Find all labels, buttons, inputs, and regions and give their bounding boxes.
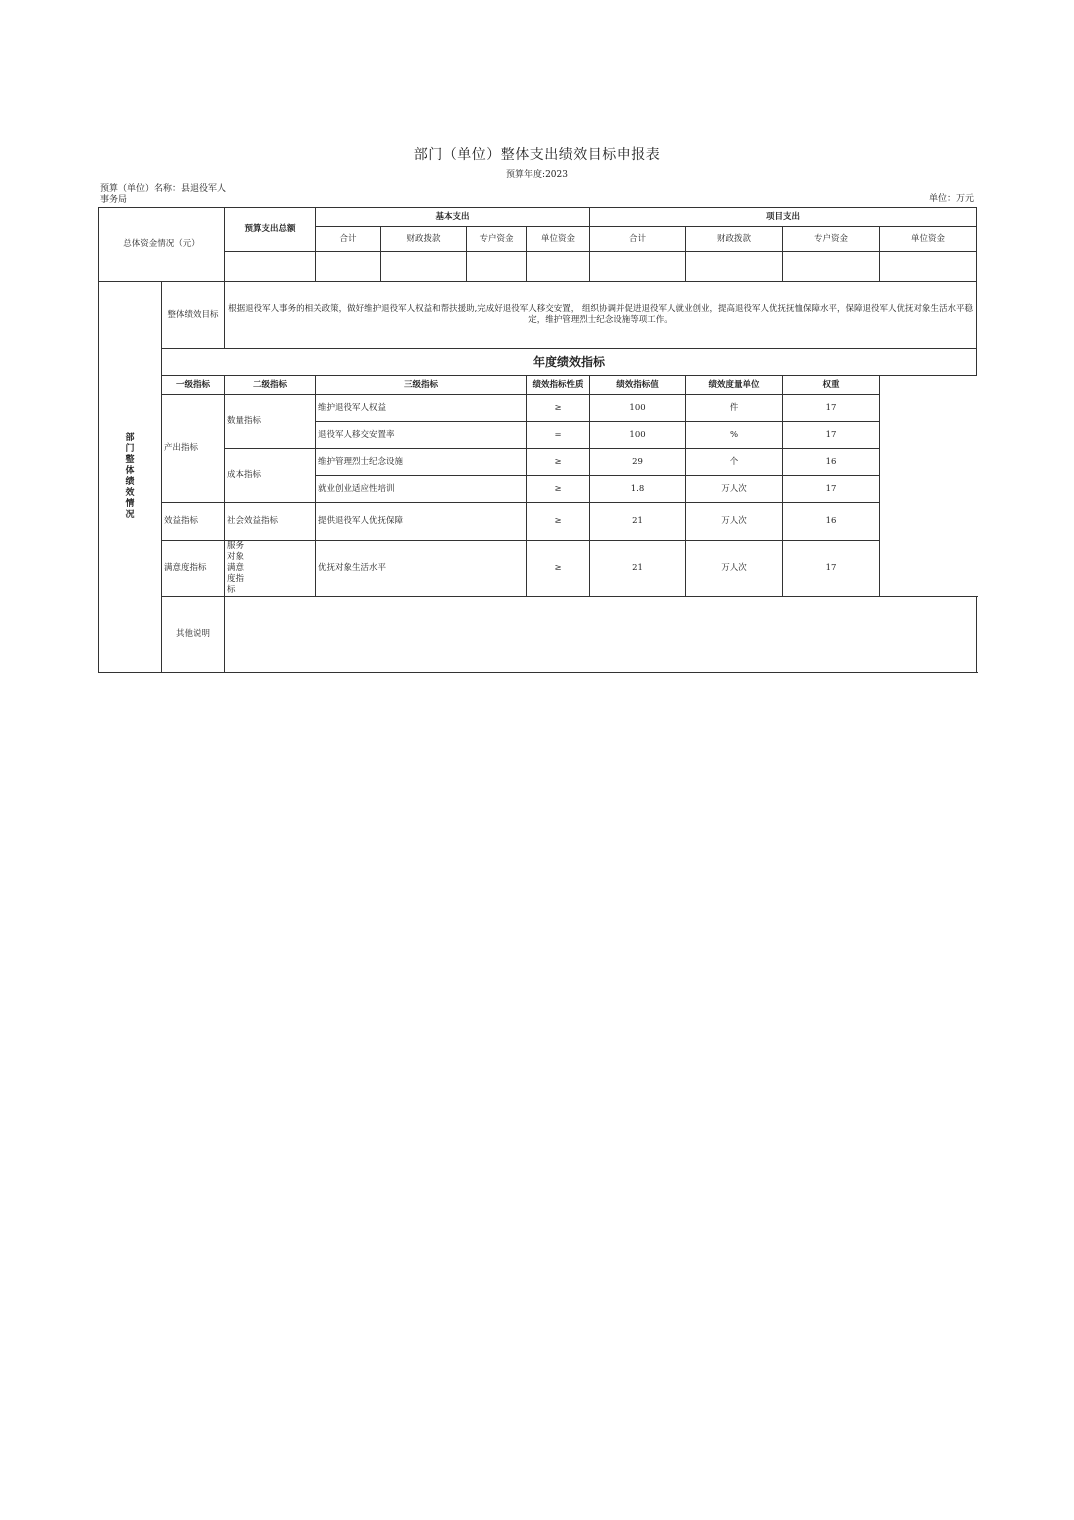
other-content — [225, 597, 977, 673]
table-row — [99, 395, 977, 422]
basic-total-head: 合计 — [316, 227, 381, 252]
col-level3: 三级指标 — [316, 376, 527, 395]
level3-cell: 维护管理烈士纪念设施 — [316, 449, 527, 476]
level2-cell: 社会效益指标 — [225, 503, 316, 541]
nature-cell: = — [527, 422, 590, 449]
nature-cell: ≥ — [527, 476, 590, 503]
level2-cell: 服务对象满意度指标 — [225, 541, 316, 597]
side-char: 部 — [125, 433, 135, 443]
weight-cell: 17 — [783, 541, 880, 597]
col-level2: 二级指标 — [225, 376, 316, 395]
level3-cell: 就业创业适应性培训 — [316, 476, 527, 503]
value-cell: 21 — [590, 503, 686, 541]
basic-unit-value — [527, 252, 590, 282]
goal-text: 根据退役军人事务的相关政策，做好维护退役军人权益和帮扶援助,完成好退役军人移交安置， 组织协调并促进退役军人就业创业，提高退役军人优抚抚恤保障水平，保障退役军人优抚对象生活水平稳定，维护管理烈士纪念设施等项工作。 — [225, 282, 977, 349]
level1-cell: 效益指标 — [162, 503, 225, 541]
goal-label: 整体绩效目标 — [162, 282, 225, 349]
col-level1: 一级指标 — [162, 376, 225, 395]
table-row — [99, 503, 977, 541]
project-fiscal-head: 财政拨款 — [686, 227, 783, 252]
unit-cell: 万人次 — [686, 541, 783, 597]
org-name: 预算（单位）名称：县退役军人事务局 — [100, 184, 227, 205]
performance-side-label — [99, 282, 162, 673]
table-row — [99, 449, 977, 476]
side-char: 况 — [125, 510, 135, 520]
basic-total-value — [316, 252, 381, 282]
basic-special-head: 专户资金 — [467, 227, 527, 252]
side-char: 效 — [125, 488, 135, 498]
level2-cell: 数量指标 — [225, 395, 316, 449]
project-unit-value — [880, 252, 977, 282]
budget-year: 预算年度:2023 — [506, 170, 568, 180]
side-char: 门 — [125, 444, 135, 454]
basic-fiscal-head: 财政拨款 — [381, 227, 467, 252]
annual-indicators-title: 年度绩效指标 — [162, 349, 977, 376]
level1-cell: 满意度指标 — [162, 541, 225, 597]
weight-cell: 17 — [783, 395, 880, 422]
weight-cell: 16 — [783, 449, 880, 476]
table-row — [99, 541, 977, 597]
side-char: 体 — [125, 466, 135, 476]
project-special-value — [783, 252, 880, 282]
col-value: 绩效指标值 — [590, 376, 686, 395]
basic-special-value — [467, 252, 527, 282]
project-total-head: 合计 — [590, 227, 686, 252]
value-cell: 100 — [590, 395, 686, 422]
project-expense-header: 项目支出 — [590, 208, 977, 227]
performance-table — [98, 207, 977, 673]
nature-cell: ≥ — [527, 449, 590, 476]
level2-cell: 成本指标 — [225, 449, 316, 503]
side-char: 情 — [125, 499, 135, 509]
basic-fiscal-value — [381, 252, 467, 282]
page-title: 部门（单位）整体支出绩效目标申报表 — [413, 147, 661, 163]
total-budget-header: 预算支出总额 — [225, 208, 316, 252]
unit-cell: 个 — [686, 449, 783, 476]
total-budget-value — [225, 252, 316, 282]
unit-cell: 万人次 — [686, 476, 783, 503]
other-label: 其他说明 — [162, 597, 225, 673]
weight-cell: 17 — [783, 422, 880, 449]
unit-cell: 件 — [686, 395, 783, 422]
level3-cell: 优抚对象生活水平 — [316, 541, 527, 597]
unit-cell: % — [686, 422, 783, 449]
level3-cell: 退役军人移交安置率 — [316, 422, 527, 449]
level1-cell: 产出指标 — [162, 395, 225, 503]
weight-cell: 17 — [783, 476, 880, 503]
project-unit-head: 单位资金 — [880, 227, 977, 252]
value-cell: 21 — [590, 541, 686, 597]
side-char: 整 — [125, 455, 135, 465]
project-special-head: 专户资金 — [783, 227, 880, 252]
side-char: 绩 — [125, 477, 135, 487]
project-fiscal-value — [686, 252, 783, 282]
value-cell: 1.8 — [590, 476, 686, 503]
nature-cell: ≥ — [527, 395, 590, 422]
funds-row-label: 总体资金情况（元） — [99, 208, 225, 282]
nature-cell: ≥ — [527, 503, 590, 541]
value-cell: 100 — [590, 422, 686, 449]
level3-cell: 维护退役军人权益 — [316, 395, 527, 422]
project-total-value — [590, 252, 686, 282]
level3-cell: 提供退役军人优抚保障 — [316, 503, 527, 541]
nature-cell: ≥ — [527, 541, 590, 597]
basic-unit-head: 单位资金 — [527, 227, 590, 252]
unit-cell: 万人次 — [686, 503, 783, 541]
col-nature: 绩效指标性质 — [527, 376, 590, 395]
weight-cell: 16 — [783, 503, 880, 541]
value-cell: 29 — [590, 449, 686, 476]
unit-label: 单位：万元 — [928, 194, 974, 204]
col-weight: 权重 — [783, 376, 880, 395]
basic-expense-header: 基本支出 — [316, 208, 590, 227]
col-unit: 绩效度量单位 — [686, 376, 783, 395]
